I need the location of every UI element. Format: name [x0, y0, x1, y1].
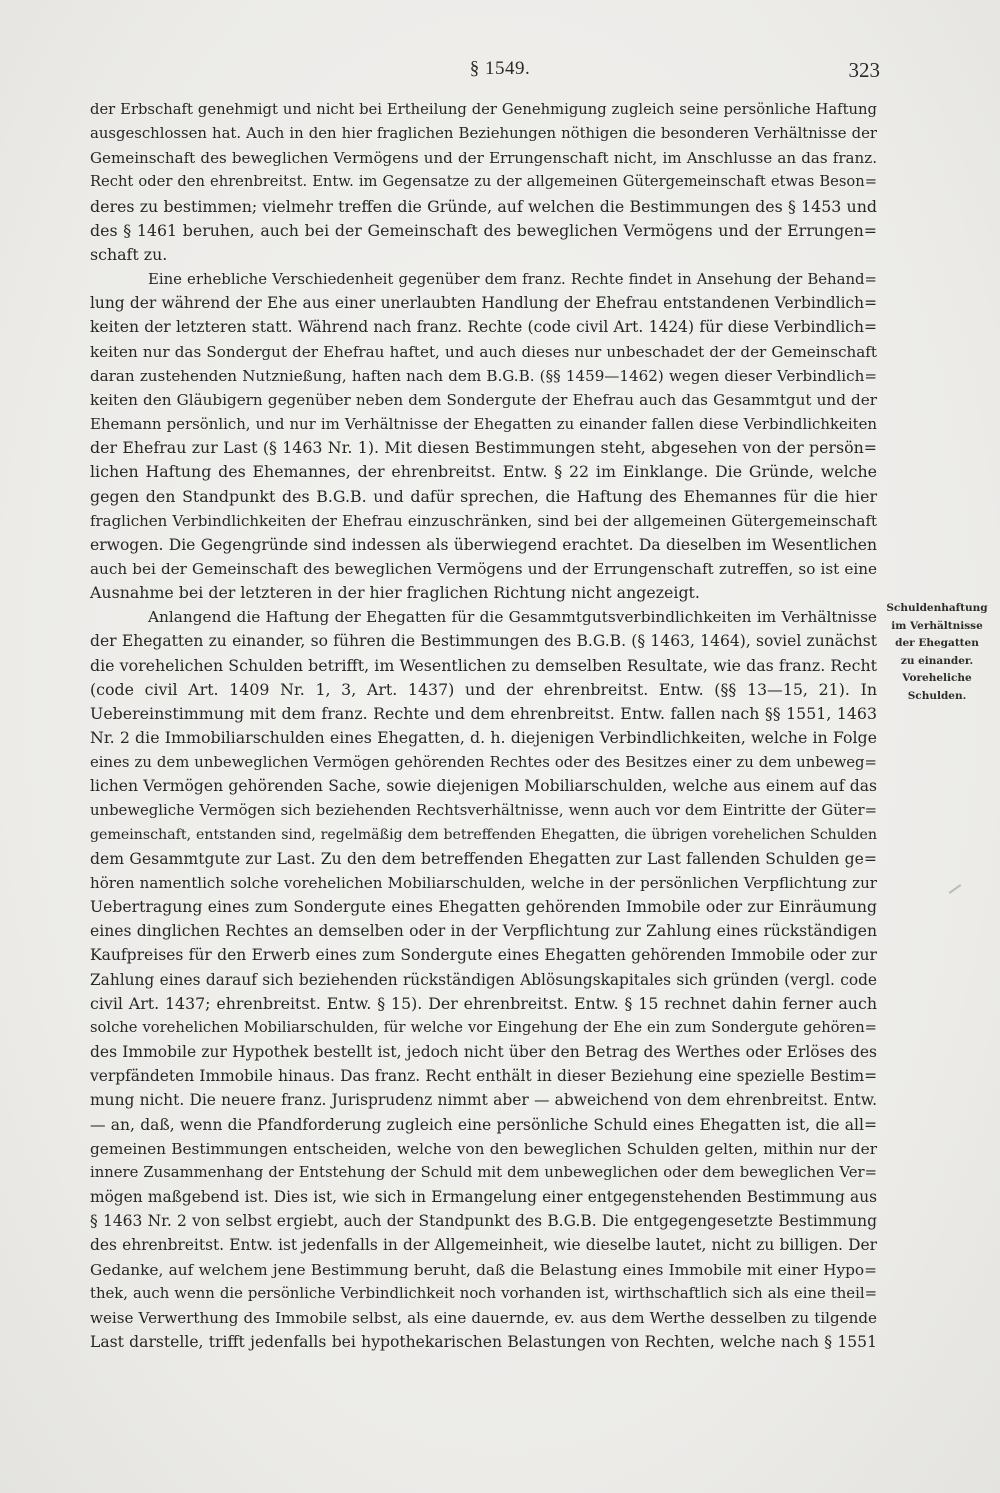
text-line: lung der während der Ehe aus einer unerlaubten Handlung der Ehefrau entstandenen Verbindlich= — [90, 294, 877, 313]
text-line: eines zu dem unbeweglichen Vermögen gehörenden Rechtes oder des Besitzes einer zu dem unbeweg= — [90, 753, 877, 772]
text-line: keiten der letzteren statt. Während nach franz. Rechte (code civil Art. 1424) für diese Verbindlich= — [90, 318, 877, 337]
text-line: weise Verwerthung des Immobile selbst, als eine dauernde, ev. aus dem Werthe desselben zu tilgende — [90, 1308, 877, 1327]
text-line: unbewegliche Vermögen sich beziehenden Rechtsverhältnisse, wenn auch vor dem Eintritte der Güter= — [90, 801, 877, 819]
text-line: — an, daß, wenn die Pfandforderung zugleich eine persönliche Schuld eines Ehegatten ist, die all= — [90, 1115, 877, 1134]
text-line: deres zu bestimmen; vielmehr treffen die Gründe, auf welchen die Bestimmungen des § 1453 und — [90, 196, 877, 216]
text-line: solche vorehelichen Mobiliarschulden, für welche vor Eingehung der Ehe ein zum Sondergute gehören= — [90, 1018, 877, 1036]
text-line: Uebereinstimmung mit dem franz. Rechte und dem ehrenbreitst. Entw. fallen nach §§ 1551, 1463 — [90, 703, 877, 723]
text-line: Anlangend die Haftung der Ehegatten für die Gesammtgutsverbindlichkeiten im Verhältnisse — [148, 608, 877, 627]
text-line: schaft zu. — [90, 244, 168, 264]
text-line: lichen Vermögen gehörenden Sache, sowie diejenigen Mobiliarschulden, welche aus einem auf das — [90, 777, 877, 796]
text-line: gegen den Standpunkt des B.G.B. und dafür sprechen, die Haftung des Ehemannes für die hier — [90, 486, 877, 506]
margin-note-line: Voreheliche — [902, 672, 972, 684]
text-line: mung nicht. Die neuere franz. Jurisprudenz nimmt aber — abweichend von dem ehrenbreitst. Entw. — [90, 1091, 877, 1110]
text-line: die vorehelichen Schulden betrifft, im Wesentlichen zu demselben Resultate, wie das franz. Recht — [90, 655, 877, 675]
text-line: civil Art. 1437; ehrenbreitst. Entw. § 15). Der ehrenbreitst. Entw. § 15 rechnet dahin ferner auch — [90, 993, 877, 1013]
text-line: eines dinglichen Rechtes an demselben oder in der Verpflichtung zur Zahlung eines rückständigen — [90, 922, 877, 941]
text-line: auch bei der Gemeinschaft des beweglichen Vermögens und der Errungenschaft zutreffen, so ist eine — [90, 559, 877, 578]
text-line: Ausnahme bei der letzteren in der hier fraglichen Richtung nicht angezeigt. — [90, 583, 700, 603]
text-line: Uebertragung eines zum Sondergute eines Ehegatten gehörenden Immobile oder zur Einräumung — [90, 897, 877, 917]
text-line: Zahlung eines darauf sich beziehenden rückständigen Ablösungskapitales sich gründen (vergl. code — [90, 970, 877, 989]
text-line: Gemeinschaft des beweglichen Vermögens und der Errungenschaft nicht, im Anschlusse an das franz. — [90, 149, 877, 168]
text-line: des Immobile zur Hypothek bestellt ist, jedoch nicht über den Betrag des Werthes oder Erlöses des — [90, 1043, 877, 1062]
text-line: erwogen. Die Gegengründe sind indessen als überwiegend erachtet. Da dieselben im Wesentlichen — [90, 535, 877, 554]
text-line: verpfändeten Immobile hinaus. Das franz. Recht enthält in dieser Beziehung eine spezielle Bestim= — [90, 1067, 877, 1086]
text-line: fraglichen Verbindlichkeiten der Ehefrau einzuschränken, sind bei der allgemeinen Gütergemeinschaft — [90, 511, 877, 530]
text-line: Eine erhebliche Verschiedenheit gegenüber dem franz. Rechte findet in Ansehung der Behand= — [148, 270, 877, 289]
margin-note-line: Schulden. — [907, 689, 967, 702]
margin-note-line: Schuldenhaftung — [886, 602, 988, 614]
text-line: daran zustehenden Nutznießung, haften nach dem B.G.B. (§§ 1459—1462) wegen dieser Verbindlich= — [90, 366, 877, 385]
text-line: thek, auch wenn die persönliche Verbindlichkeit noch vorhanden ist, wirthschaftlich sich als eine theil= — [90, 1284, 877, 1302]
text-line: Gedanke, auf welchem jene Bestimmung beruht, daß die Belastung eines Immobile mit einer Hypo= — [90, 1260, 877, 1279]
text-line: gemeinen Bestimmungen entscheiden, welche von den beweglichen Schulden gelten, mithin nur der — [90, 1139, 877, 1158]
text-line: Kaufpreises für den Erwerb eines zum Sondergute eines Ehegatten gehörenden Immobile oder zur — [90, 946, 877, 965]
body-text — [90, 98, 877, 1354]
text-line: lichen Haftung des Ehemannes, der ehrenbreitst. Entw. § 22 im Einklange. Die Gründe, welche — [90, 462, 877, 482]
text-line: keiten den Gläubigern gegenüber neben dem Sondergute der Ehefrau auch das Gesammtgut und der — [90, 390, 877, 409]
text-line: gemeinschaft, entstanden sind, regelmäßig dem betreffenden Ehegatten, die übrigen vorehelichen Schulden — [90, 826, 877, 843]
text-line: dem Gesammtgute zur Last. Zu den dem betreffenden Ehegatten zur Last fallenden Schulden ge= — [90, 848, 877, 868]
text-line: innere Zusammenhang der Entstehung der Schuld mit dem unbeweglichen oder dem beweglichen Ver= — [90, 1163, 877, 1181]
text-line: der Ehefrau zur Last (§ 1463 Nr. 1). Mit diesen Bestimmungen steht, abgesehen von der persön= — [90, 438, 877, 458]
text-line: (code civil Art. 1409 Nr. 1, 3, Art. 1437) und der ehrenbreitst. Entw. (§§ 13—15, 21). In — [90, 679, 877, 699]
margin-note-line: zu einander. — [900, 654, 974, 667]
text-line: § 1463 Nr. 2 von selbst ergiebt, auch der Standpunkt des B.G.B. Die entgegengesetzte Bestimmung — [90, 1212, 877, 1231]
text-line: hören namentlich solche vorehelichen Mobiliarschulden, welche in der persönlichen Verpflichtung zur — [90, 874, 877, 892]
text-line: der Erbschaft genehmigt und nicht bei Ertheilung der Genehmigung zugleich seine persönliche Haftung — [90, 101, 877, 118]
paper-mark — [949, 884, 962, 894]
text-line: Ehemann persönlich, und nur im Verhältnisse der Ehegatten zu einander fallen diese Verbindlichkeiten — [90, 415, 877, 434]
text-line: Nr. 2 die Immobiliarschulden eines Ehegatten, d. h. diejenigen Verbindlichkeiten, welche in Folge — [90, 728, 877, 748]
margin-note-line: der Ehegatten — [895, 637, 979, 649]
text-line: keiten nur das Sondergut der Ehefrau haftet, und auch dieses nur unbeschadet der der Gemeinschaft — [90, 342, 877, 361]
text-line: der Ehegatten zu einander, so führen die Bestimmungen des B.G.B. (§ 1463, 1464), soviel zunächst — [90, 632, 877, 651]
page-number: 323 — [848, 58, 880, 82]
text-line: des § 1461 beruhen, auch bei der Gemeinschaft des beweglichen Vermögens und der Errungen= — [90, 220, 877, 240]
text-line: ausgeschlossen hat. Auch in den hier fraglichen Beziehungen nöthigen die besonderen Verhältnisse der — [90, 125, 877, 143]
text-line: Last darstelle, trifft jedenfalls bei hypothekarischen Belastungen von Rechten, welche nach § 1551 — [90, 1332, 877, 1351]
text-line: mögen maßgebend ist. Dies ist, wie sich in Ermangelung einer entgegenstehenden Bestimmung aus — [90, 1188, 877, 1207]
section-header: § 1549. — [469, 58, 531, 79]
margin-note — [884, 600, 990, 705]
text-line: des ehrenbreitst. Entw. ist jedenfalls in der Allgemeinheit, wie dieselbe lautet, nicht zu billigen. Der — [90, 1236, 877, 1255]
margin-note-line: im Verhältnisse — [891, 619, 983, 632]
text-line: Recht oder den ehrenbreitst. Entw. im Gegensatze zu der allgemeinen Gütergemeinschaft etwas Beson= — [90, 173, 877, 191]
